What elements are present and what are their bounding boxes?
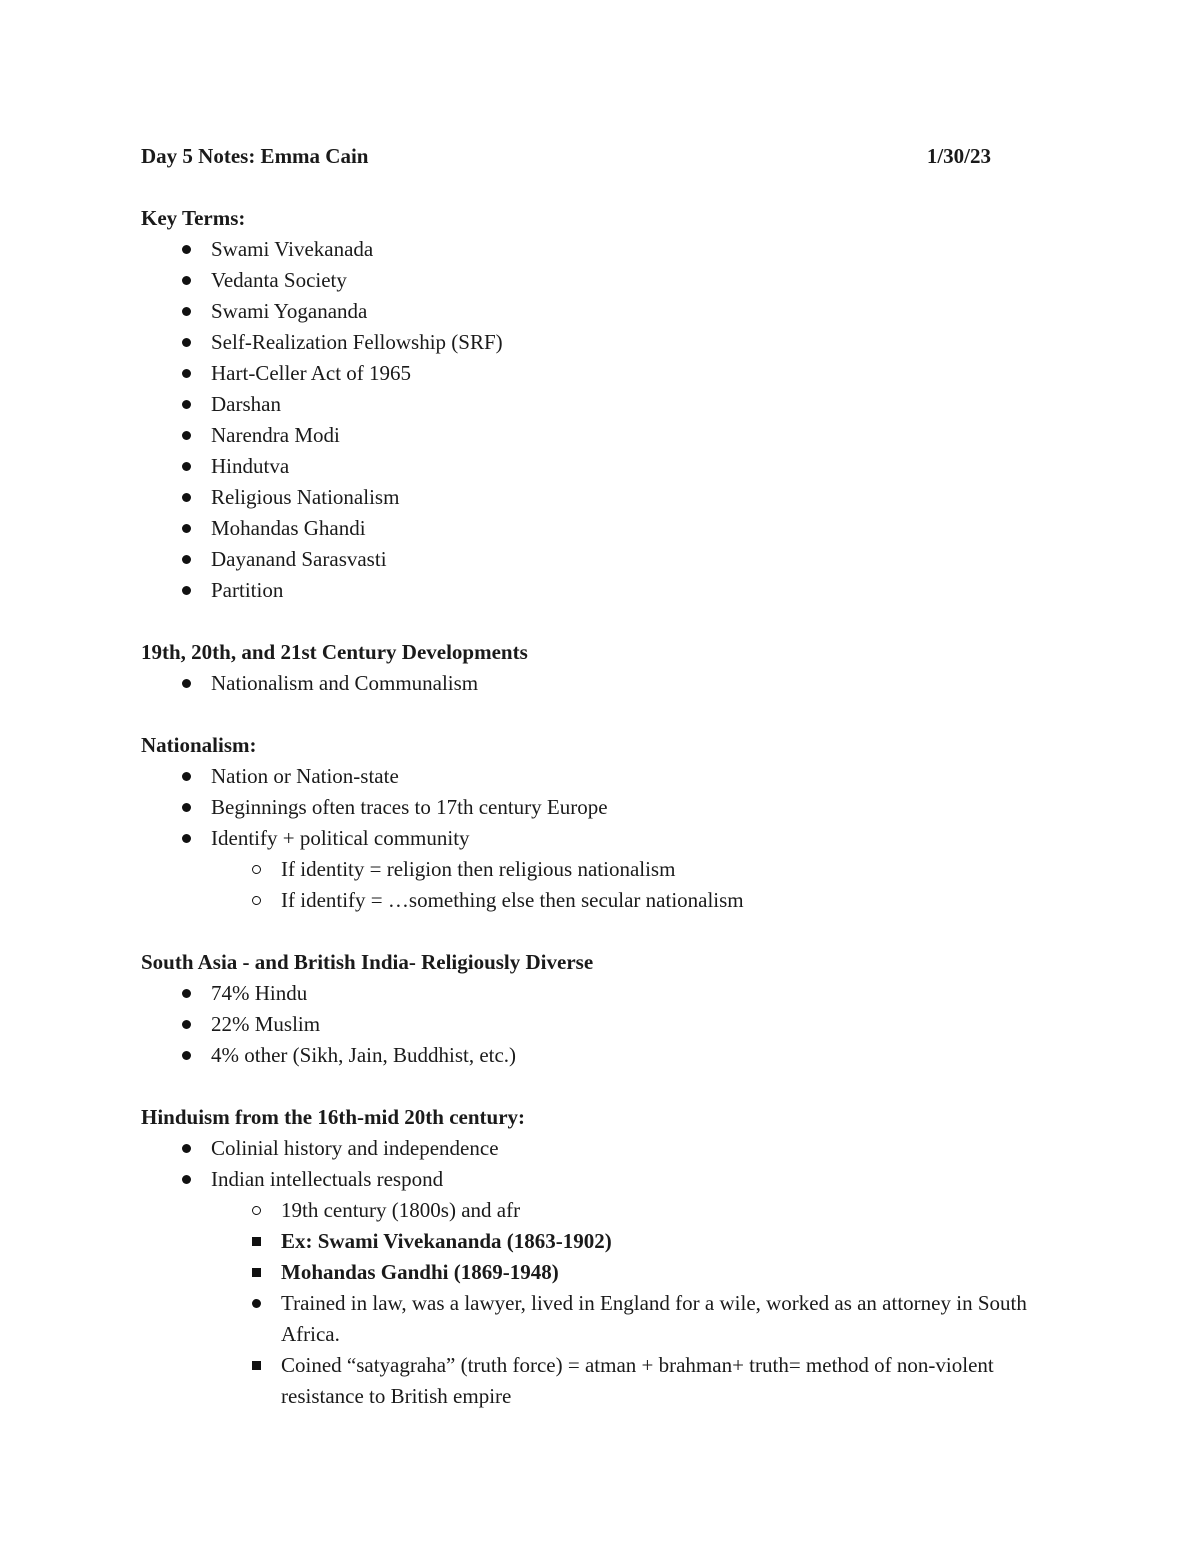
nationalism-list [141,761,1061,854]
list-item: Ex: Swami Vivekananda (1863-1902) [281,1229,612,1253]
list-item: 4% other (Sikh, Jain, Buddhist, etc.) [211,1043,517,1067]
list-item: Swami Yogananda [211,299,368,323]
document-date: 1/30/23 [926,144,991,168]
nationalism-heading: Nationalism: [141,733,257,757]
south-asia-section [141,947,1061,1071]
list-item: Hindutva [211,454,290,478]
list-item: Darshan [211,392,281,416]
list-item: Hart-Celler Act of 1965 [211,361,412,385]
hinduism-level3-list [211,1226,1061,1288]
list-item: Mohandas Ghandi [211,516,366,540]
list-item: Colinial history and independence [211,1136,499,1160]
developments-section [141,637,1061,699]
list-item: Mohandas Gandhi (1869-1948) [281,1260,559,1284]
list-item: Dayanand Sarasvasti [211,547,387,571]
list-item: Swami Vivekanada [211,237,374,261]
south-asia-heading: South Asia - and British India- Religiously Diverse [141,950,594,974]
list-item: If identify = …something else then secular nationalism [281,888,744,912]
list-item: If identity = religion then religious nationalism [281,857,676,881]
hinduism-list [141,1133,1061,1195]
hinduism-sublist [211,1195,1061,1226]
hinduism-level4-list [211,1288,1061,1350]
list-item: Religious Nationalism [211,485,400,509]
list-item: 74% Hindu [211,981,308,1005]
list-item: Nationalism and Communalism [211,671,479,695]
list-item: Trained in law, was a lawyer, lived in England for a wile, worked as an attorney in South Africa. [281,1291,1027,1346]
developments-list [141,668,1061,699]
hinduism-section [141,1102,1061,1412]
list-item: 19th century (1800s) and afr [281,1198,521,1222]
nationalism-section [141,730,1061,916]
list-item: Identify + political community [211,826,470,850]
list-item: Indian intellectuals respond [211,1167,444,1191]
document-title: Day 5 Notes: Emma Cain [141,144,369,168]
document-header [141,141,991,172]
key-terms-section [141,203,1061,606]
list-item: Narendra Modi [211,423,340,447]
south-asia-list [141,978,1061,1071]
key-terms-list [141,234,1061,606]
list-item: Coined “satyagraha” (truth force) = atman + brahman+ truth= method of non-violent resistance to British empire [281,1353,994,1408]
hinduism-level3-list-2 [211,1350,1061,1412]
list-item: Nation or Nation-state [211,764,399,788]
list-item: Vedanta Society [211,268,347,292]
key-terms-heading: Key Terms: [141,206,246,230]
developments-heading: 19th, 20th, and 21st Century Developments [141,640,528,664]
hinduism-heading: Hinduism from the 16th-mid 20th century: [141,1105,526,1129]
list-item: Self-Realization Fellowship (SRF) [211,330,503,354]
document-page [141,141,1061,1443]
list-item: Partition [211,578,284,602]
list-item: 22% Muslim [211,1012,321,1036]
nationalism-sublist [211,854,1061,916]
list-item: Beginnings often traces to 17th century Europe [211,795,608,819]
